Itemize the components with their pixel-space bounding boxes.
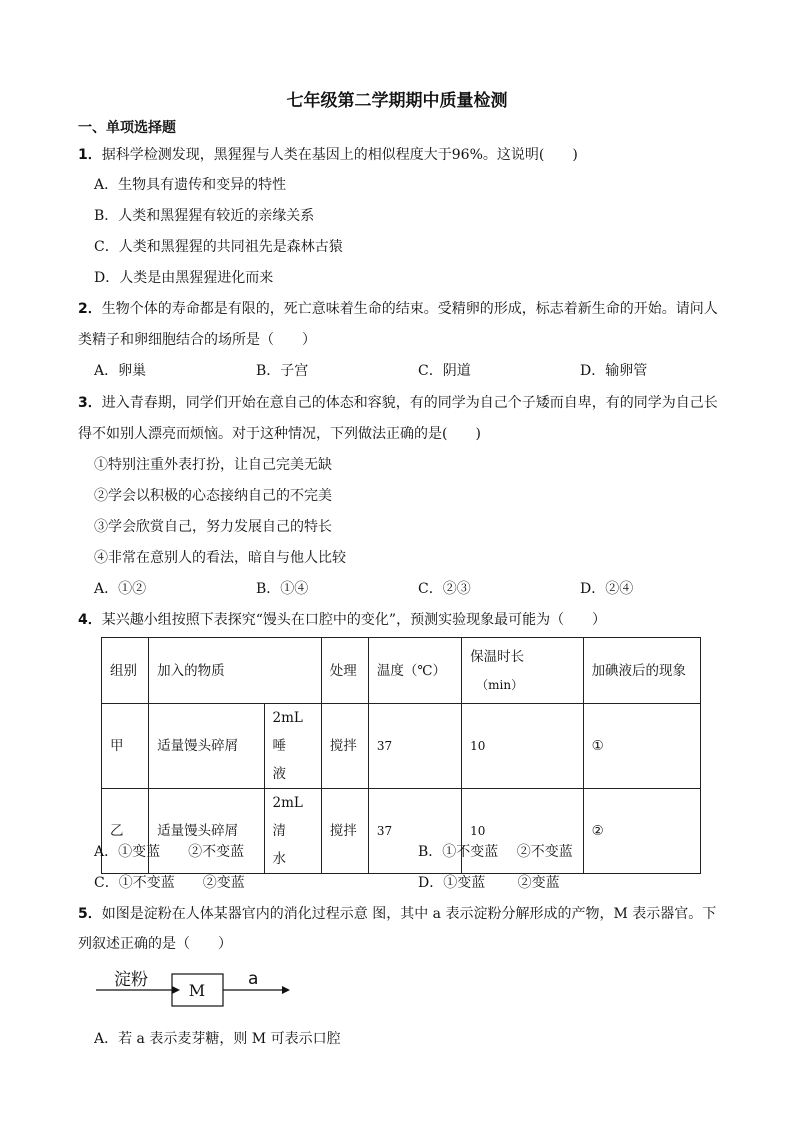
q4-option-a[interactable]: A．①变蓝 ②不变蓝 [94,844,245,860]
q3-statement-4: ④非常在意别人的看法，暗自与他人比较 [94,550,346,566]
question-3 [78,393,718,413]
q3-option-b[interactable]: B．①④ [256,581,309,597]
q3-statement-3: ③学会欣赏自己，努力发展自己的特长 [94,519,332,535]
q1-option-b[interactable]: B．人类和黑猩猩有较近的亲缘关系 [94,208,315,224]
header-cell: 加入的物质 [149,638,322,704]
q3-statement-1: ①特别注重外表打扮，让自己完美无缺 [94,457,332,473]
q1-option-d[interactable]: D．人类是由黑猩猩进化而来 [94,270,274,286]
q3-option-c[interactable]: C．②③ [418,581,471,597]
diagram-input-label: 淀粉 [114,970,148,990]
page-title: 七年级第二学期期中质量检测 [286,91,508,111]
table-cell: 10 [462,704,583,789]
table-cell: 甲 [102,704,149,789]
question-text-line-1: 如图是淀粉在人体某器官内的消化过程示意 图，其中 a 表示淀粉分解形成的产物，M 表示器官。下 [101,906,717,922]
q3-option-a[interactable]: A．①② [94,581,147,597]
table-cell: 适量馒头碎屑 [149,704,264,789]
digestion-diagram [94,962,304,1012]
question-number: 2． [78,301,102,317]
table-cell: 乙 [102,789,149,874]
table-header-row [102,638,701,704]
question-text-line-2: 列叙述正确的是（ ） [78,936,232,952]
header-cell-line-2: （min） [476,677,524,692]
question-number: 1． [78,147,102,163]
table-cell-line-1: 2mL 唾 [272,710,303,754]
question-number: 4． [78,612,102,628]
q1-option-a[interactable]: A．生物具有遗传和变异的特性 [94,177,287,193]
header-cell: 温度（℃） [368,638,461,704]
table-cell: 搅拌 [321,704,368,789]
q1-option-c[interactable]: C．人类和黑猩猩的共同祖先是森林古猿 [94,239,343,255]
table-cell: 37 [368,704,461,789]
q2-option-b[interactable]: B．子宫 [256,363,309,379]
question-text-line-1: 生物个体的寿命都是有限的，死亡意味着生命的结束。受精卵的形成，标志着新生命的开始。请问人 [101,301,718,317]
q3-statement-2: ②学会以积极的心态接纳自己的不完美 [94,488,332,504]
q2-option-d[interactable]: D．输卵管 [580,363,648,379]
table-cell-line-2: 液 [272,766,287,782]
q5-option-a[interactable]: A．若 a 表示麦芽糖，则 M 可表示口腔 [94,1031,341,1047]
table-cell [264,789,321,874]
table-cell: 搅拌 [321,789,368,874]
arrow-head-icon [172,986,180,994]
header-cell: 处理 [321,638,368,704]
question-text-line-2: 得不如别人漂亮而烦恼。对于这种情况，下列做法正确的是( ) [78,426,481,442]
q4-option-b[interactable]: B．①不变蓝 ②不变蓝 [418,844,573,860]
table-cell [264,704,321,789]
question-text: 某兴趣小组按照下表探究“馒头在口腔中的变化”，预测实验现象最可能为（ ） [101,612,607,628]
header-cell-line-1: 保温时长 [470,648,525,665]
table-cell: 10 [462,789,583,874]
question-4 [78,610,606,630]
q4-option-c[interactable]: C．①不变蓝 ②变蓝 [94,875,245,891]
question-text-line-1: 进入青春期，同学们开始在意自己的体态和容貌，有的同学为自己个子矮而自卑，有的同学为自己长 [101,395,718,411]
diagram-output-label: a [248,969,259,989]
q4-option-d[interactable]: D．①变蓝 ②变蓝 [418,875,560,891]
question-text: 据科学检测发现，黑猩猩与人类在基因上的相似程度大于96%。这说明( ) [101,147,578,163]
arrow-head-icon [282,986,290,994]
diagram-box-label: M [188,981,206,1000]
table-cell: 37 [368,789,461,874]
header-cell [462,638,583,704]
table-cell-line-2: 水 [272,851,287,867]
question-5 [78,904,716,924]
header-cell: 组别 [102,638,149,704]
header-cell: 加碘液后的现象 [583,638,700,704]
table-row [102,704,701,789]
section-heading: 一、单项选择题 [78,120,176,136]
table-cell: 适量馒头碎屑 [149,789,264,874]
question-1 [78,145,578,165]
question-2 [78,299,718,319]
q2-option-c[interactable]: C．阴道 [418,363,471,379]
question-text-line-2: 类精子和卵细胞结合的场所是（ ） [78,332,316,348]
table-cell: ① [583,704,700,789]
question-number: 5． [78,906,102,922]
table-cell: ② [583,789,700,874]
experiment-table [101,637,701,874]
question-number: 3． [78,395,102,411]
q3-option-d[interactable]: D．②④ [580,581,634,597]
table-cell-line-1: 2mL 清 [272,795,303,839]
q2-option-a[interactable]: A．卵巢 [94,363,147,379]
